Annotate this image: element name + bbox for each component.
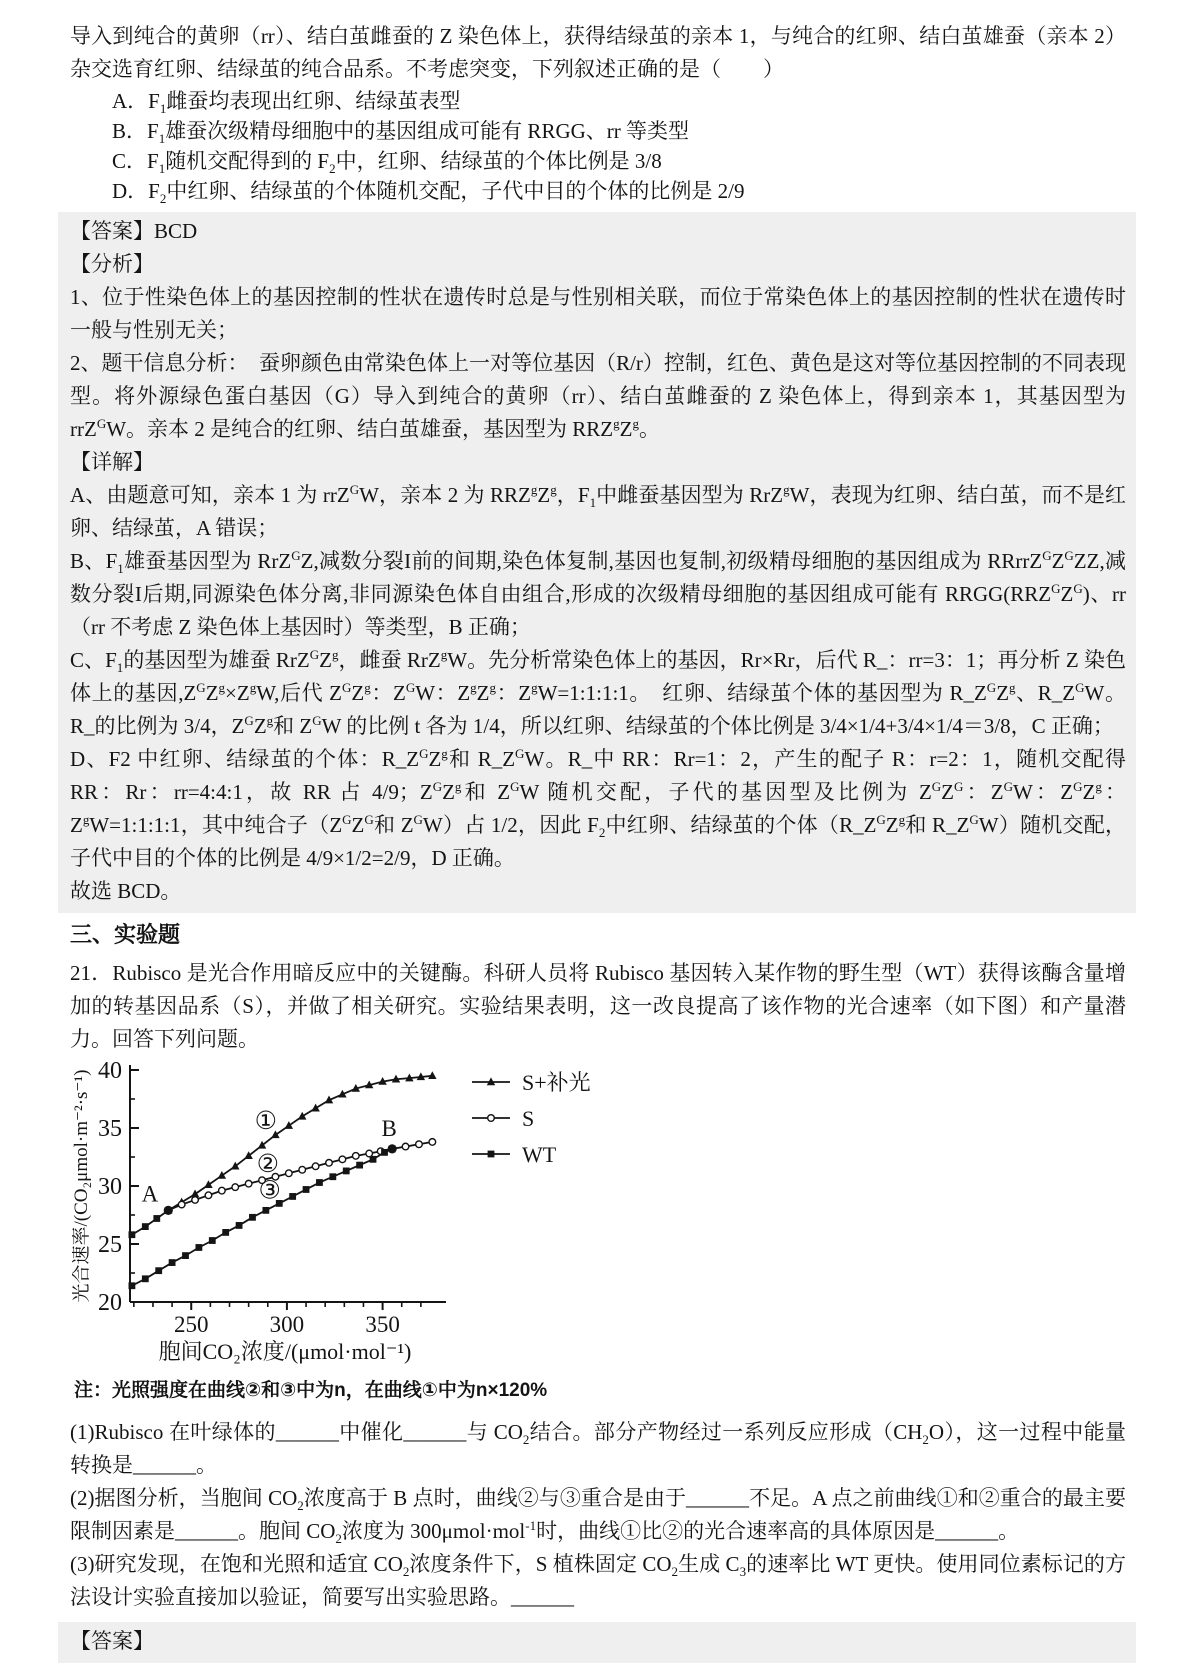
chart-note: 注：光照强度在曲线②和③中为n，在曲线①中为n×120% <box>74 1380 548 1401</box>
svg-text:20: 20 <box>98 1290 122 1316</box>
question-21-answer-block <box>58 1622 1136 1663</box>
svg-text:300: 300 <box>269 1312 305 1337</box>
analysis-heading: 【分析】 <box>70 252 154 276</box>
detail-heading: 【详解】 <box>70 450 154 474</box>
detail-a: A、由题意可知，亲本 1 为 rrZ$^G$W，亲本 2 为 $RRZ^gZ^g$，$F_1$中雌蚕基因型为 RrZ$^g$W，表现为红卵、结白茧，而不是红卵、结绿茧，A 错误； <box>70 482 1127 540</box>
svg-text:B: B <box>381 1115 397 1141</box>
option-c: C．$F_1$随机交配得到的 $F_2$中，红卵、结绿茧的个体比例是 3/8 <box>112 149 662 177</box>
question-21-part-1: (1)Rubisco 在叶绿体的______中催化______与 $CO_2$结合。部分产物经过一系列反应形成$(CH_2O)$，这一过程中能量转换是______。 <box>70 1420 1126 1477</box>
answer-analysis-block <box>58 212 1136 913</box>
question-20-options <box>70 86 1126 206</box>
svg-text:光合速率/(CO₂μmol·m⁻²·s⁻¹): 光合速率/(CO₂μmol·m⁻²·s⁻¹) <box>72 1069 92 1303</box>
detail-c: C、$F_1$的基因型为雄蚕 $RrZ^GZ^g$，雌蚕 RrZ$^g$W。先分析常染色体上的基因，Rr×Rr，后代 R_：rr=3：1；再分析 Z 染色体上的基因$,Z^GZ^g\times Z^gW$,后代 $Z^GZ^g$：$Z^GW$：$Z^gZ^g$：$Z^gW=1:1:1:1$。 红卵、结绿茧个体的基因型为 $R\_Z^GZ^g$、$R\_Z^GW$。R_的比例为 3/4，$Z^GZ^g$和 $Z^GW$ 的比例 t 各为 1/4，所以红卵、结绿茧的个体比例是 3/4×1/4+3/4×1/4＝3/8，C 正确； <box>70 647 1127 738</box>
option-a: A．$F_1$雌蚕均表现出红卵、结绿茧表型 <box>112 89 461 117</box>
question-21-answer-heading: 【答案】 <box>70 1629 154 1653</box>
option-b: B．$F_1$雄蚕次级精母细胞中的基因组成可能有 RRGG、rr 等类型 <box>112 119 690 147</box>
photosynthesis-chart <box>72 1062 1126 1374</box>
answer-line: 【答案】BCD <box>70 219 198 243</box>
svg-text:胞间CO₂浓度/(μmol·mol⁻¹): 胞间CO₂浓度/(μmol·mol⁻¹) <box>158 1339 412 1364</box>
svg-text:S+补光: S+补光 <box>522 1070 591 1095</box>
svg-text:250: 250 <box>173 1312 209 1337</box>
svg-text:40: 40 <box>98 1062 122 1084</box>
svg-text:35: 35 <box>98 1116 122 1142</box>
svg-text:25: 25 <box>98 1232 122 1258</box>
analysis-point-2: 2、题干信息分析： 蚕卵颜色由常染色体上一对等位基因（R/r）控制，红色、黄色是这对等位基因控制的不同表现型。将外源绿色蛋白基因（G）导入到纯合的黄卵（rr）、结白茧雌蚕的 Z 染色体上，得到亲本 1，其基因型为 rrZ$^G$W。亲本 2 是纯合的红卵、结白茧雄蚕，基因型为 $RRZ^gZ^g$。 <box>70 351 1126 441</box>
svg-text:A: A <box>141 1181 159 1207</box>
question-21-stem: 21．Rubisco 是光合作用暗反应中的关键酶。科研人员将 Rubisco 基因转入某作物的野生型（WT）获得该酶含量增加的转基因品系（S），并做了相关研究。实验结果表明，这一改良提高了该作物的光合速率（如下图）和产量潜力。回答下列问题。 <box>70 961 1126 1051</box>
question-21-part-2: (2)据图分析，当胞间 $CO_2$浓度高于 B 点时，曲线②与③重合是由于______不足。A 点之前曲线①和②重合的最主要限制因素是______。胞间 $CO_2$浓度为 300μmol·mol$^{-1}$时，曲线①比②的光合速率高的具体原因是______。 <box>70 1486 1126 1547</box>
detail-d: D、F2 中红卵、结绿茧的个体：$R\_Z^GZ^g$和 $R\_Z^GW$。R_中 RR：Rr=1：2，产生的配子 R：r=2：1，随机交配得 RR：Rr：rr=4:4:1，故 RR 占 4/9；$Z^GZ^g$和 $Z^GW$ 随机交配，子代的基因型及比例为 $Z^GZ^G$：$Z^GW$：$Z^GZ^g$：$Z^gW=1:1:1:1$，其中纯合子（$Z^GZ^G$和 $Z^GW$）占 1/2，因此 $F_2$中红卵、结绿茧的个体（$R\_Z^GZ^g$和 $R\_Z^GW$）随机交配，子代中目的个体的比例是 4/9×1/2=2/9，D 正确。 <box>70 746 1127 870</box>
svg-text:S: S <box>522 1106 535 1131</box>
photosynthesis-chart-svg <box>72 1062 672 1364</box>
svg-text:①: ① <box>254 1108 278 1136</box>
detail-b: B、$F_1$雄蚕基因型为 RrZ$^G$Z,减数分裂I前的间期,染色体复制,基因也复制,初级精母细胞的基因组成为 $RRrrZ^GZ^GZZ$,减数分裂I后期,同源染色体分离,非同源染色体自由组合,形成的次级精母细胞的基因组成可能有 $RRGG(RRZ^GZ^G)$、rr（rr 不考虑 Z 染色体上基因时）等类型，B 正确； <box>70 548 1127 639</box>
svg-text:WT: WT <box>522 1142 557 1167</box>
question-21-part-3: (3)研究发现，在饱和光照和适宜 $CO_2$浓度条件下，S 植株固定 $CO_2$生成 $C_3$的速率比 WT 更快。使用同位素标记的方法设计实验直接加以验证，简要写出实验思路。______ <box>70 1552 1126 1609</box>
svg-text:30: 30 <box>98 1174 122 1200</box>
svg-text:350: 350 <box>365 1312 400 1337</box>
conclusion-line: 故选 BCD。 <box>70 879 182 903</box>
svg-text:②: ② <box>256 1150 279 1178</box>
question-20-stem: 导入到纯合的黄卵（rr）、结白茧雌蚕的 Z 染色体上，获得结绿茧的亲本 1，与纯合的红卵、结白茧雄蚕（亲本 2）杂交选育红卵、结绿茧的纯合品系。不考虑突变，下列叙述正确的是（ ） <box>70 24 1126 81</box>
option-d: D．$F_2$中红卵、结绿茧的个体随机交配，子代中目的个体的比例是 2/9 <box>112 179 745 207</box>
analysis-point-1: 1、位于性染色体上的基因控制的性状在遗传时总是与性别相关联，而位于常染色体上的基因控制的性状在遗传时一般与性别无关； <box>70 285 1126 342</box>
section-heading-experiment: 三、实验题 <box>70 922 181 947</box>
svg-text:③: ③ <box>258 1177 281 1205</box>
